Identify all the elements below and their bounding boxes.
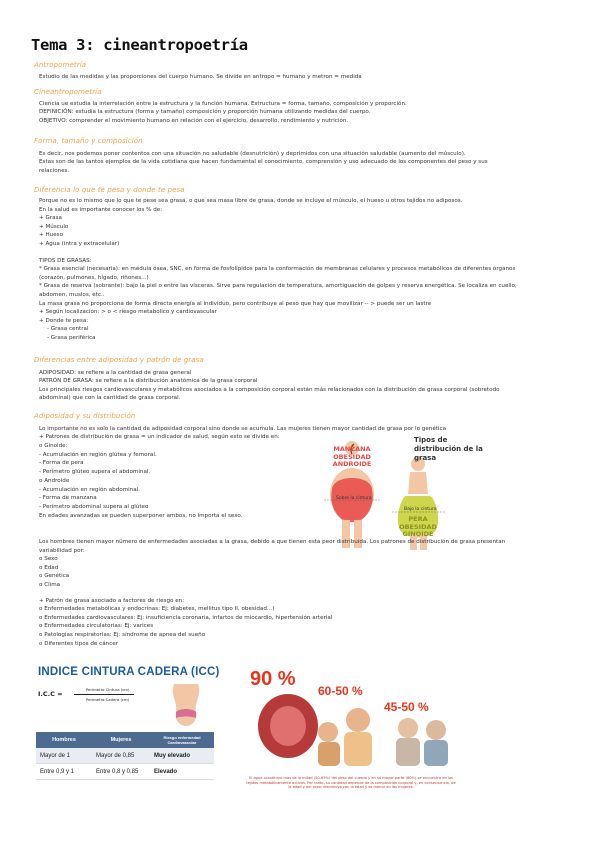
- text-line: PATRÓN DE GRASA: se refiere a la distribución anatómica de la grasa corporal: [39, 378, 258, 385]
- text-line: Los hombres tienen mayor número de enfermedades asociadas a la grasa, debido a que tienen esta peor distribuida. Los patrones de distribución de grasa presentan: [39, 539, 506, 545]
- below-waist-label: Bajo la cintura: [404, 507, 437, 512]
- header-cell: Mujeres: [92, 732, 150, 748]
- heading-diferencia: Diferencia lo que te pesa y donde te pesa: [34, 186, 185, 194]
- text-line: o Edad: [39, 564, 59, 571]
- water-note: El agua constituye mas de la mitad (50-65%) del peso del cuerpo y en su mayor parte (80%) se encuentra en los tejidos metabólicamente activos. Por tanto, su cantidad depende de la composición corporal y, en consecuencia, de la edad y del sexo: disminuye con la edad y es menor en las mujeres.: [246, 776, 456, 790]
- pct-60-50: 60-50 %: [318, 684, 363, 698]
- pear-label: PERA OBESIDAD GINOIDE: [399, 515, 437, 538]
- text-line: - Acumulación en región glútea y femoral.: [39, 451, 157, 458]
- text-line: Es decir, nos podemos poner contentos con una situación no saludable (desnutrición) y deprimidos con una situación saludable (aumento del músculo).: [39, 151, 466, 157]
- text-line: En la salud es importante conocer los % de:: [39, 206, 163, 213]
- text-line: En edades avanzadas se pueden superponer ambos, no importa el sexo.: [39, 512, 243, 519]
- pct-90: 90 %: [250, 668, 296, 690]
- text-line: - Forma de manzana: [39, 495, 97, 502]
- text-line: DEFINICIÓN: estudia la estructura (forma y tamaño) composición y proporción humana utilizando medidas del cuerpo.: [39, 109, 371, 116]
- text-line: ADIPOSIDAD: se refiere a la cantidad de grasa general: [39, 370, 192, 376]
- text-line: - Forma de pera: [39, 460, 84, 467]
- text-line: - Perímetro glúteo supera el abdominal.: [39, 469, 151, 476]
- text-line: - Grasa central: [47, 326, 89, 333]
- text-line: o Enfermedades metabólicas y endocrinas: Ej: diabetes, mellitus tipo II, obesidad...): [39, 606, 275, 613]
- diferencia-text: [39, 197, 517, 343]
- cineantropometria-text: [39, 100, 407, 125]
- text-line: * Grasa de reserva (sobrante): bajo la piel o entre las vísceras. Sirve para regulación de temperatura, amortiguación de golpes y reserva energética. Se localiza en cuello,: [39, 283, 517, 290]
- table-row: [36, 748, 214, 764]
- text-line: o Androide: [39, 477, 70, 484]
- text-line: Los principales riesgos cardiovasculares y metabólicos asociados a la composición corporal están más relacionados con la distribución de grasa corporal (sobretodo: [39, 386, 500, 393]
- text-line: - Grasa periférica: [47, 334, 96, 341]
- heading-cineantropometria: Cineantropometría: [34, 88, 102, 96]
- heading-adiposidad: Diferencias entre adiposidad y patrón de grasa: [34, 356, 204, 364]
- icc-formula: I.C.C =: [38, 690, 63, 698]
- text-line: o Patologías respiratorias: Ej: síndrome de apnea del sueño: [39, 631, 206, 638]
- header-cell: Riesgo enfermedad Cardiovascular: [150, 732, 214, 748]
- table-cell: Mayor de 0,85: [92, 748, 150, 764]
- text-line: o Genética: [39, 573, 70, 580]
- pct-45-50: 45-50 %: [384, 700, 429, 714]
- fraction-bar: [74, 694, 134, 695]
- text-line: Ciencia ue estudia la interrelación entre la estructura y la función humana. Estructura = forma, tamaño, composición y proporción.: [39, 101, 407, 107]
- text-line: o Clima: [39, 581, 61, 588]
- text-line: (corazón, pulmones, hígado, riñones...): [39, 274, 149, 281]
- text-line: o Sexo: [39, 556, 58, 563]
- heading-antropometria: Antropometría: [34, 61, 87, 69]
- text-line: + Agua (intra y extracelular): [39, 240, 120, 247]
- text-line: TIPOS DE GRASAS:: [39, 257, 92, 264]
- text-line: Porque no es lo mismo que lo que te pese sea grasa, o que sea masa libre de grasa, donde se incluye el músculo, el hueso u otros tejidos no adiposos.: [39, 198, 463, 204]
- text-line: + Patrón de grasa asociado a factores de riesgo en:: [39, 597, 185, 604]
- text-line: relaciones.: [39, 167, 70, 174]
- heading-distribucion: Adiposidad y su distribución: [34, 412, 136, 420]
- icc-denominator: Perímetro Cadera (cm): [86, 697, 130, 702]
- text-line: [39, 590, 505, 597]
- text-line: Estudio de las medidas y las proporciones del cuerpo humano. Se divide en antropo = humano y metron = medida: [39, 74, 362, 80]
- text-line: - Perímetro abdominal supera al glúteo: [39, 503, 149, 510]
- forma-text: [39, 150, 488, 175]
- text-line: Lo importante no es solo la cantidad de adiposidad corporal sino donde se acumula. Las mujeres tienen mayor cantidad de grasa por lo genética: [39, 426, 447, 432]
- text-line: - Acumulación en región abdominal.: [39, 486, 140, 493]
- page-title: Tema 3: cineantropoetría: [31, 36, 248, 54]
- torso-illustration: [166, 682, 206, 726]
- text-line: OBJETIVO: comprender el movimiento humano en relación con el ejercicio, desarrollo, rendimiento y nutrición.: [39, 117, 349, 124]
- table-cell: Mayor de 1: [36, 748, 92, 764]
- table-cell: Elevado: [150, 764, 214, 780]
- text-line: * Grasa esencial (necesaria): en médula ósea, SNC, en forma de fosfolípidos para la conformación de membranas celulares y procesos metabólicos de diferentes órganos: [39, 266, 516, 273]
- text-line: + Donde te pesa:: [39, 317, 89, 324]
- table-cell: Entre 0,8 y 0,85: [92, 764, 150, 780]
- water-percentage-figure: [240, 664, 460, 802]
- text-line: abdominal) que con la cantidad de grasa corporal.: [39, 394, 181, 401]
- text-line: Estas son de las tantos ejemplos de la vida cotidiana que hacen fundamental el conocimiento, comprensión y uso adecuado de los componentes del peso y sus: [39, 159, 488, 166]
- heading-forma: Forma, tamaño y composición: [34, 137, 143, 145]
- figure-title: Tipos de distribución de la grasa: [414, 436, 483, 462]
- text-line: o Ginoide:: [39, 443, 68, 449]
- text-line: o Diferentes tipos de cáncer: [39, 640, 119, 647]
- table-cell: Muy elevado: [150, 748, 214, 764]
- text-line: abdomen, muslos, etc..: [39, 291, 105, 298]
- text-line: o Enfermedades cardiovasculares: Ej: insuficiencia coronaria, infartos de miocardio, hipertensión arterial: [39, 614, 333, 621]
- apple-label: MANZANA OBESIDAD ANDROIDE: [332, 445, 372, 468]
- text-line: La masa grasa no proporciona de forma directa energía al individuo, pero contribuye al peso que hay que movilizar -- > puede ser un lastre: [39, 300, 432, 307]
- table-cell: Entre 0,9 y 1: [36, 764, 92, 780]
- icc-figure: [34, 664, 226, 796]
- text-line: + Músculo: [39, 223, 69, 230]
- table-row: [36, 764, 214, 780]
- fat-distribution-figure: [310, 434, 483, 552]
- text-line: + Hueso: [39, 232, 63, 239]
- icc-title: INDICE CINTURA CADERA (ICC): [38, 666, 220, 678]
- text-line: + Según localización: > o < riesgo metabólico y cardiovascular: [39, 309, 217, 316]
- adiposidad-text: [39, 369, 500, 402]
- antropometria-text: [39, 73, 362, 81]
- table-header-row: [36, 732, 214, 748]
- header-cell: Hombres: [36, 732, 92, 748]
- text-line: variabilidad por:: [39, 547, 85, 554]
- text-line: + Grasa: [39, 215, 62, 222]
- icc-numerator: Perímetro Cintura (cm): [86, 687, 130, 692]
- icc-table: [36, 732, 214, 780]
- text-line: [39, 249, 517, 257]
- text-line: + Patrones de distribución de grasa = un indicador de salud, según esto se divide en:: [39, 434, 280, 441]
- distribucion-more: [39, 538, 505, 648]
- distribucion-list: [39, 442, 243, 520]
- above-waist-label: Sobre la cintura: [336, 496, 372, 501]
- text-line: o Enfermedades circulatorias: Ej: varices: [39, 623, 154, 630]
